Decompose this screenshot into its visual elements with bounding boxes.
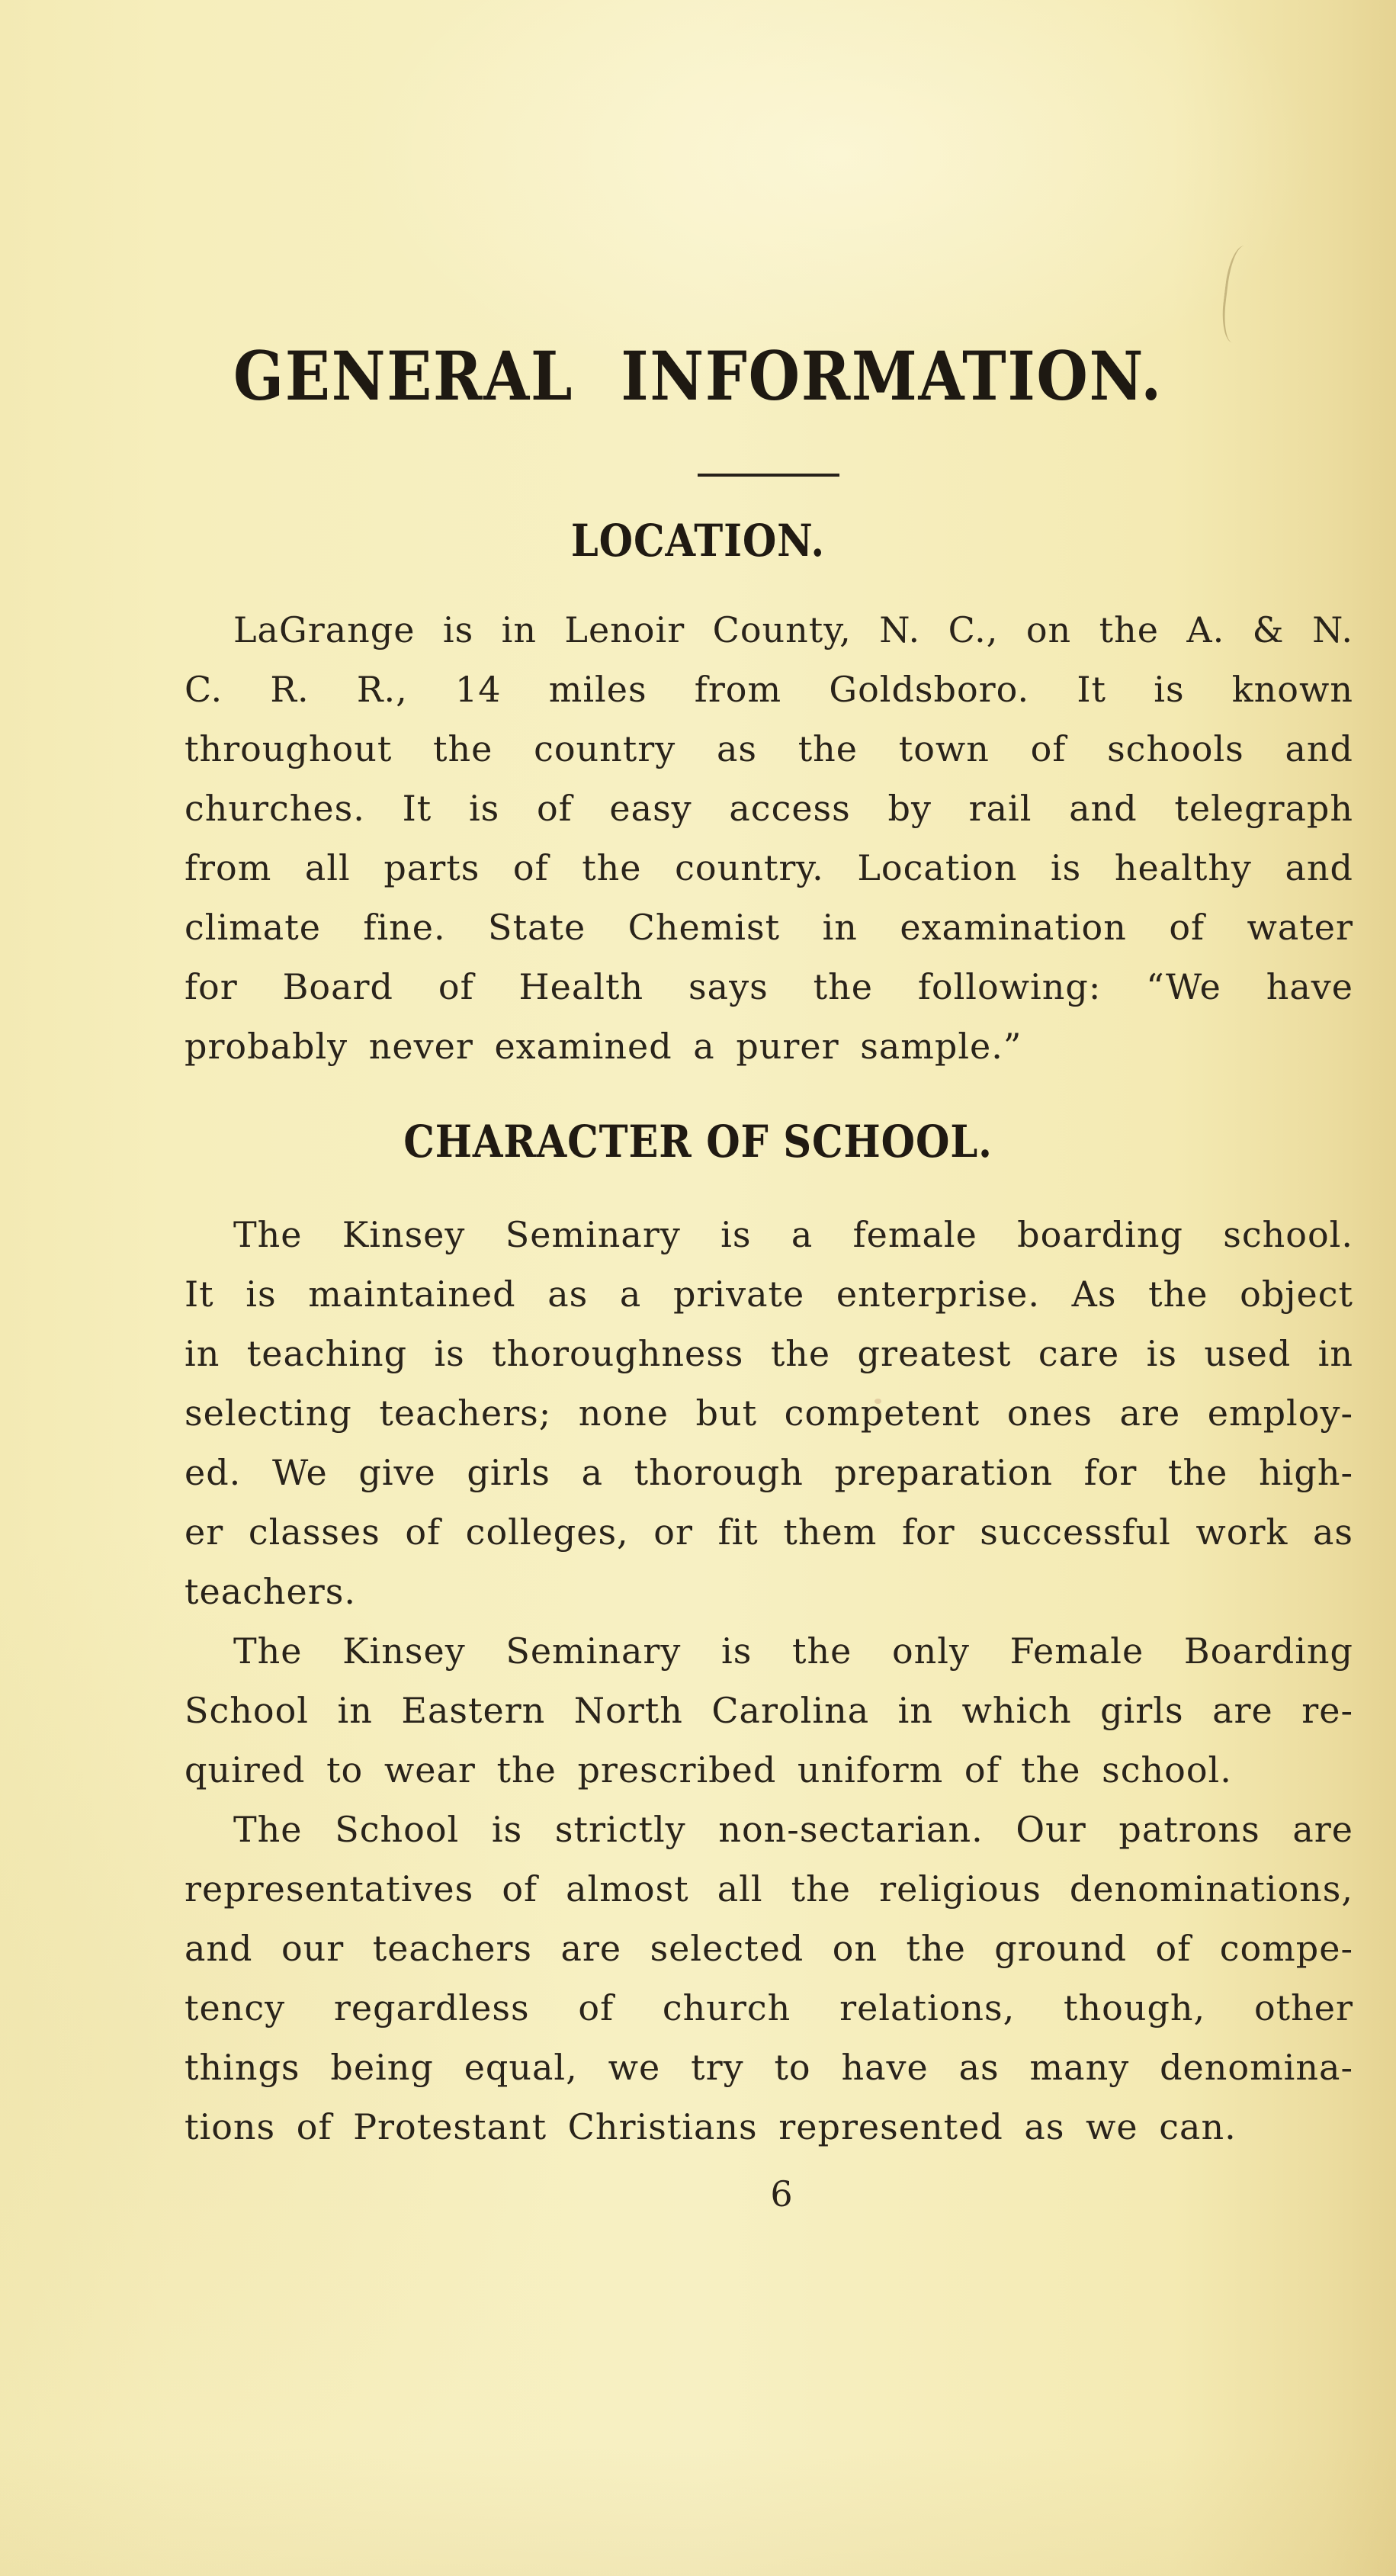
section-heading: CHARACTER OF SCHOOL.	[403, 1116, 993, 1168]
text-line: and our teachers are selected on the ground of compe-	[185, 1928, 1353, 1969]
page-title: GENERAL INFORMATION.	[233, 336, 1163, 416]
text-line: things being equal, we try to have as many denomina-	[185, 2047, 1353, 2088]
text-line: er classes of colleges, or fit them for successful work as	[185, 1511, 1353, 1553]
text-line: teachers.	[185, 1571, 356, 1612]
text-line: ed. We give girls a thorough preparation for the high-	[185, 1452, 1353, 1493]
page-number: 6	[770, 2173, 793, 2215]
text-line: LaGrange is in Lenoir County, N. C., on the A. & N.	[233, 609, 1353, 650]
text-line: climate fine. State Chemist in examination of water	[185, 907, 1353, 948]
text-line: in teaching is thoroughness the greatest care is used in	[185, 1333, 1353, 1374]
paper-scratch-mark	[1218, 244, 1258, 345]
text-line: representatives of almost all the religious denominations,	[185, 1868, 1353, 1910]
section-lines	[185, 600, 1353, 1076]
text-line: The School is strictly non-sectarian. Our patrons are	[233, 1809, 1353, 1850]
text-line: tency regardless of church relations, though, other	[185, 1987, 1353, 2028]
section-lines	[185, 1205, 1353, 2157]
text-line: The Kinsey Seminary is a female boarding school.	[233, 1214, 1353, 1255]
text-line: from all parts of the country. Location is healthy and	[185, 847, 1353, 888]
text-line: for Board of Health says the following: “We have	[185, 966, 1353, 1007]
text-line: C. R. R., 14 miles from Goldsboro. It is known	[185, 669, 1353, 710]
text-line: School in Eastern North Carolina in which girls are re-	[185, 1690, 1353, 1731]
text-line: It is maintained as a private enterprise. As the object	[185, 1274, 1353, 1315]
text-line: tions of Protestant Christians represented as we can.	[185, 2106, 1237, 2147]
title-divider	[698, 474, 839, 477]
text-line: selecting teachers; none but competent ones are employ-	[185, 1392, 1353, 1434]
text-line: churches. It is of easy access by rail and telegraph	[185, 788, 1353, 829]
text-line: The Kinsey Seminary is the only Female Boarding	[233, 1630, 1353, 1672]
paper-fleck	[875, 1399, 881, 1404]
text-line: throughout the country as the town of schools and	[185, 728, 1353, 769]
section-heading: LOCATION.	[570, 515, 826, 567]
text-line: quired to wear the prescribed uniform of the school.	[185, 1749, 1232, 1791]
text-line: probably never examined a purer sample.”	[185, 1026, 1022, 1067]
